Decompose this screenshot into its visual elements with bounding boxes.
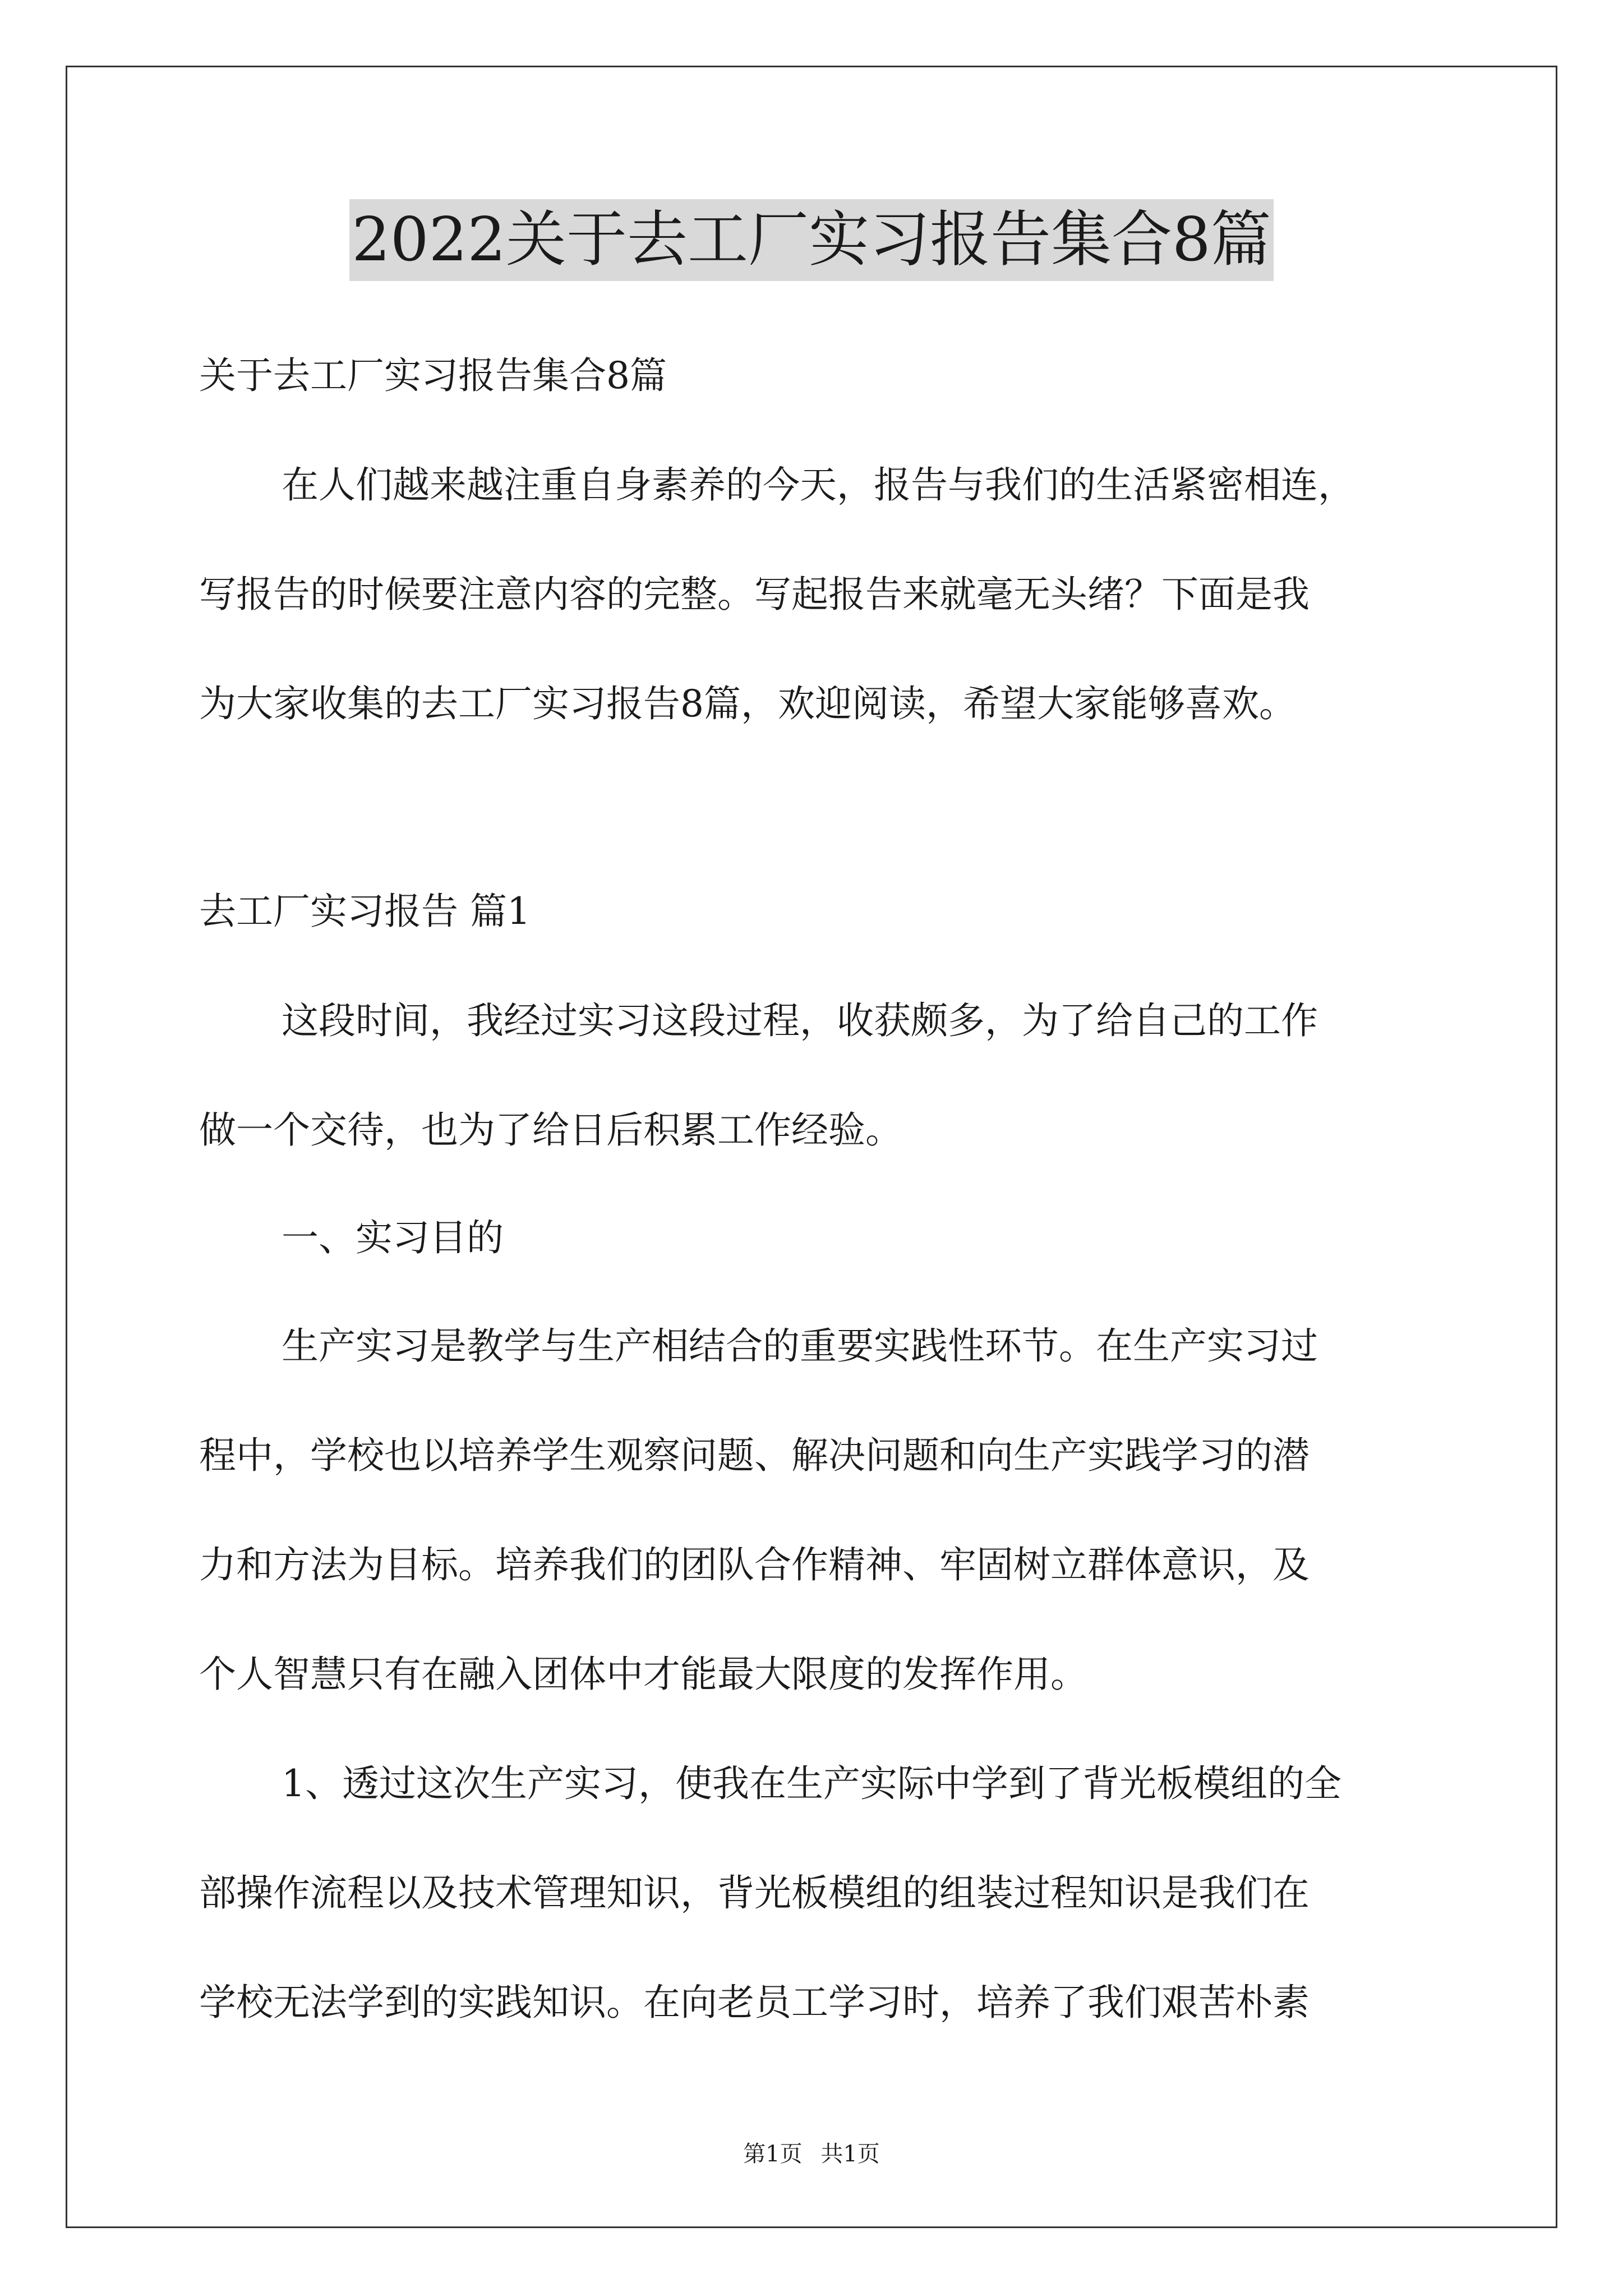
- paragraph-line: 1、透过这次生产实习，使我在生产实际中学到了背光板模组的全: [282, 1762, 1341, 1805]
- page-number-total: 共1页: [820, 2141, 880, 2167]
- title-container: [0, 199, 1623, 281]
- paragraph-line: 写报告的时候要注意内容的完整。写起报告来就毫无头绪？下面是我: [199, 573, 1310, 616]
- section-heading: 去工厂实习报告 篇1: [199, 890, 531, 933]
- document-title: 2022关于去工厂实习报告集合8篇: [349, 199, 1274, 281]
- paragraph-line: 为大家收集的去工厂实习报告8篇，欢迎阅读，希望大家能够喜欢。: [199, 682, 1296, 725]
- paragraph-line: 个人智慧只有在融入团体中才能最大限度的发挥作用。: [199, 1653, 1087, 1696]
- paragraph-line: 生产实习是教学与生产相结合的重要实践性环节。在生产实习过: [282, 1324, 1318, 1368]
- paragraph-line: 学校无法学到的实践知识。在向老员工学习时，培养了我们艰苦朴素: [199, 1981, 1310, 2024]
- paragraph-line: 部操作流程以及技术管理知识，背光板模组的组装过程知识是我们在: [199, 1871, 1310, 1915]
- subsection-heading: 一、实习目的: [282, 1216, 504, 1259]
- paragraph-line: 这段时间，我经过实习这段过程，收获颇多，为了给自己的工作: [282, 999, 1318, 1042]
- paragraph-line: 做一个交待，也为了给日后积累工作经验。: [199, 1108, 902, 1152]
- paragraph-line: 在人们越来越注重自身素养的今天，报告与我们的生活紧密相连，: [282, 463, 1355, 507]
- page-footer: [0, 2138, 1623, 2170]
- paragraph-line: 程中，学校也以培养学生观察问题、解决问题和向生产实践学习的潜: [199, 1434, 1310, 1477]
- paragraph-line: 力和方法为目标。培养我们的团队合作精神、牢固树立群体意识，及: [199, 1543, 1310, 1586]
- subtitle-line: 关于去工厂实习报告集合8篇: [199, 354, 667, 397]
- page-number-current: 第1页: [743, 2141, 803, 2167]
